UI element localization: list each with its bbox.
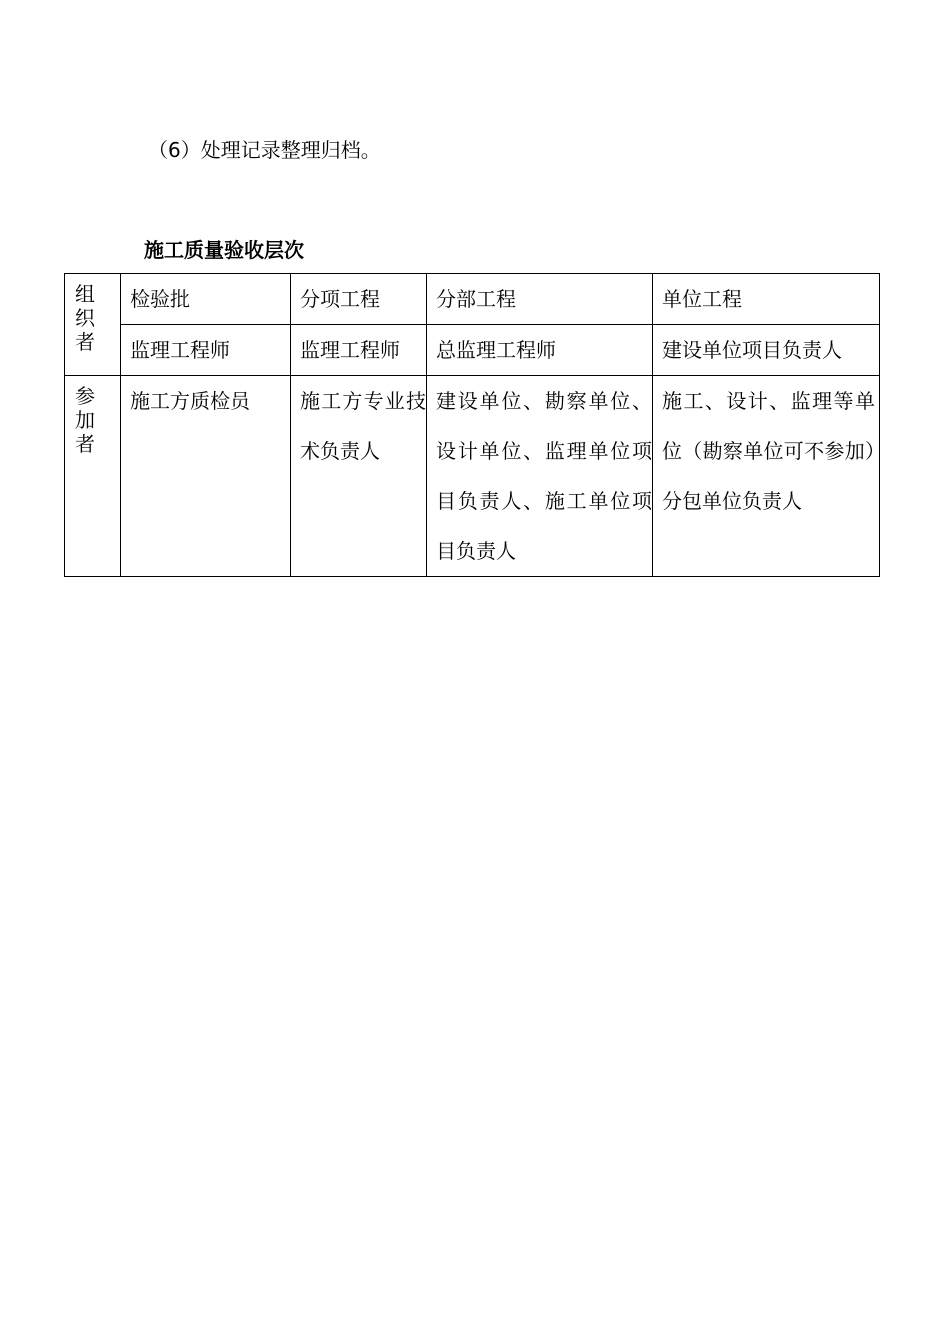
- row-header-participant-label: 参加者: [75, 384, 95, 456]
- participant-cell: [653, 376, 880, 577]
- row-header-organizer-label: 组织者: [75, 282, 95, 354]
- participant-text: 施工方专业技术负责人: [300, 389, 426, 463]
- participant-text: 施工方质检员: [130, 389, 250, 413]
- table-caption: 施工质量验收层次: [144, 238, 304, 262]
- participant-text: 建设单位、勘察单位、设计单位、监理单位项目负责人、施工单位项目负责人: [436, 389, 652, 563]
- table-row: [65, 376, 880, 577]
- organizer-cell: 监理工程师: [121, 325, 291, 376]
- paragraph-step-6: （6）处理记录整理归档。: [148, 138, 381, 162]
- acceptance-levels-table: [64, 273, 880, 577]
- organizer-cell: 总监理工程师: [427, 325, 653, 376]
- column-header-sub-division: 分部工程: [427, 274, 653, 325]
- row-header-participant: [65, 376, 121, 577]
- organizer-cell: 建设单位项目负责人: [653, 325, 880, 376]
- column-header-sub-item: 分项工程: [291, 274, 427, 325]
- column-header-inspection-lot: 检验批: [121, 274, 291, 325]
- participant-cell: [291, 376, 427, 577]
- participant-cell: [121, 376, 291, 577]
- column-header-unit-project: 单位工程: [653, 274, 880, 325]
- organizer-cell: 监理工程师: [291, 325, 427, 376]
- participant-cell: [427, 376, 653, 577]
- participant-text: 施工、设计、监理等单位（勘察单位可不参加）分包单位负责人: [662, 389, 875, 513]
- table-row: [65, 274, 880, 325]
- row-header-organizer: [65, 274, 121, 376]
- table-row: [65, 325, 880, 376]
